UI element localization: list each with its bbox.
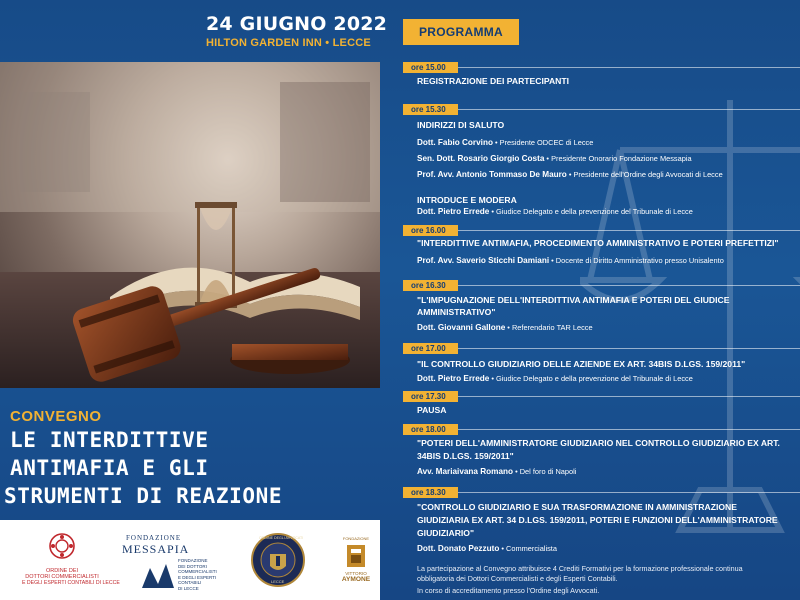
aymone-name-1: VITTORIO bbox=[345, 571, 367, 576]
session-pausa: PAUSA bbox=[417, 405, 447, 415]
rule-1600 bbox=[458, 230, 800, 231]
messapia-logo bbox=[118, 534, 218, 591]
speaker-corvino-role: • Presidente ODCEC di Lecce bbox=[492, 138, 594, 147]
event-venue: HILTON GARDEN INN • LECCE bbox=[206, 37, 371, 49]
odcec-name-3: E DEGLI ESPERTI CONTABILI DI LECCE bbox=[22, 580, 120, 586]
odcec-logo bbox=[22, 532, 120, 586]
speaker-corvino bbox=[417, 138, 593, 147]
moderator-title: INTRODUCE E MODERA bbox=[417, 195, 517, 205]
speaker-de-mauro bbox=[417, 170, 723, 179]
speaker-pezzuto-role: • Commercialista bbox=[499, 544, 557, 553]
footer-credits-line-2: obbligatoria dei Dottori Commercialisti e degli Esperti Contabili. bbox=[417, 574, 618, 583]
session-trasformazione-line-2: GIUDIZIARIA EX ART. 34 D.LGS. 159/2011, POTERI E FUNZIONI DELL'AMMINISTRATORE bbox=[417, 515, 778, 525]
speaker-sticchi-damiani bbox=[417, 256, 724, 265]
speaker-costa-role: • Presidente Onorario Fondazione Messapia bbox=[544, 154, 692, 163]
ordine-avvocati-ring: ORDINE DEGLI AVVOCATI bbox=[259, 536, 304, 540]
speaker-errede-role: • Giudice Delegato e della prevenzione del Tribunale di Lecce bbox=[489, 374, 693, 383]
time-1600: ore 16.00 bbox=[403, 225, 458, 236]
session-controllo-giudiziario: "IL CONTROLLO GIUDIZIARIO DELLE AZIENDE EX ART. 34BIS D.LGS. 159/2011" bbox=[417, 359, 746, 369]
ordine-avvocati-city: LECCE bbox=[271, 579, 285, 584]
session-saluti: INDIRIZZI DI SALUTO bbox=[417, 120, 505, 130]
speaker-errede bbox=[417, 374, 693, 383]
convegno-title-line-2: ANTIMAFIA E GLI bbox=[10, 456, 209, 480]
speaker-sticchi-damiani-name: Prof. Avv. Saverio Sticchi Damiani bbox=[417, 256, 550, 265]
odcec-emblem-icon bbox=[48, 532, 76, 560]
messapia-sub-6: DI LECCE bbox=[178, 585, 199, 591]
rule-1730 bbox=[458, 396, 800, 397]
messapia-sub-4: E DEGLI ESPERTI bbox=[178, 574, 217, 580]
event-date: 24 GIUGNO 2022 bbox=[206, 13, 388, 35]
footer-credits-line-1: La partecipazione al Convegno attribuisce 4 Crediti Formativi per la formazione professionale continua bbox=[417, 564, 743, 573]
time-1500: ore 15.00 bbox=[403, 62, 458, 73]
aymone-emblem-icon bbox=[343, 543, 369, 569]
session-registrazione: REGISTRAZIONE DEI PARTECIPANTI bbox=[417, 76, 569, 86]
speaker-errede-moderator-role: • Giudice Delegato e della prevenzione del Tribunale di Lecce bbox=[489, 207, 693, 216]
session-poteri-amministratore-line-1: "POTERI DELL'AMMINISTRATORE GIUDIZIARIO NEL CONTROLLO GIUDIZIARIO EX ART. bbox=[417, 438, 780, 448]
rule-1530 bbox=[458, 109, 800, 110]
time-1730: ore 17.30 bbox=[403, 391, 458, 402]
speaker-errede-moderator bbox=[417, 207, 693, 216]
convegno-title-line-3: STRUMENTI DI REAZIONE bbox=[4, 484, 283, 508]
speaker-errede-moderator-name: Dott. Pietro Errede bbox=[417, 207, 490, 216]
odcec-name-1: ORDINE DEI bbox=[45, 568, 79, 574]
session-impugnazione-line-2: AMMINISTRATIVO" bbox=[417, 307, 496, 317]
messapia-sub-2: DEI DOTTORI bbox=[178, 563, 207, 569]
ordine-avvocati-logo bbox=[250, 532, 306, 588]
session-trasformazione-line-1: "CONTROLLO GIUDIZIARIO E SUA TRASFORMAZIONE IN AMMINISTRAZIONE bbox=[417, 502, 737, 512]
rule-1800 bbox=[458, 429, 800, 430]
footer-accreditamento: In corso di accreditamento presso l'Ordine degli Avvocati. bbox=[417, 586, 600, 595]
speaker-sticchi-damiani-role: • Docente di Diritto Amministrativo presso Unisalento bbox=[549, 256, 724, 265]
time-1700: ore 17.00 bbox=[403, 343, 458, 354]
speaker-pezzuto bbox=[417, 544, 557, 553]
aymone-logo bbox=[336, 536, 376, 583]
session-interdittive: "INTERDITTIVE ANTIMAFIA, PROCEDIMENTO AMMINISTRATIVO E POTERI PREFETTIZI" bbox=[417, 238, 779, 248]
odcec-name-2: DOTTORI COMMERCIALISTI bbox=[25, 574, 99, 580]
messapia-top: FONDAZIONE bbox=[126, 534, 182, 542]
speaker-gallone-name: Dott. Giovanni Gallone bbox=[417, 323, 506, 332]
rule-1700 bbox=[458, 348, 800, 349]
time-1630: ore 16.30 bbox=[403, 280, 458, 291]
speaker-gallone bbox=[417, 323, 593, 332]
speaker-romano bbox=[417, 467, 576, 476]
messapia-sub-5: CONTABILI bbox=[178, 580, 202, 586]
time-1530: ore 15.30 bbox=[403, 104, 458, 115]
speaker-costa bbox=[417, 154, 692, 163]
gavel-photo bbox=[0, 62, 380, 388]
session-impugnazione-line-1: "L'IMPUGNAZIONE DELL'INTERDITTIVA ANTIMAFIA E POTERI DEL GIUDICE bbox=[417, 295, 730, 305]
speaker-costa-name: Sen. Dott. Rosario Giorgio Costa bbox=[417, 154, 545, 163]
session-trasformazione-line-3: GIUDIZIARIO" bbox=[417, 528, 475, 538]
messapia-emblem-icon bbox=[140, 558, 176, 590]
messapia-subtitle bbox=[178, 558, 217, 592]
time-1830: ore 18.30 bbox=[403, 487, 458, 498]
session-poteri-amministratore-line-2: 34BIS D.LGS. 159/2011" bbox=[417, 451, 514, 461]
messapia-sub-3: COMMERCIALISTI bbox=[178, 569, 217, 575]
messapia-sub-1: FONDAZIONE bbox=[178, 558, 208, 563]
rule-1630 bbox=[458, 285, 800, 286]
speaker-de-mauro-name: Prof. Avv. Antonio Tommaso De Mauro bbox=[417, 170, 567, 179]
speaker-corvino-name: Dott. Fabio Corvino bbox=[417, 138, 493, 147]
rule-1830 bbox=[458, 492, 800, 493]
speaker-romano-name: Avv. Mariaivana Romano bbox=[417, 467, 514, 476]
gavel-illustration bbox=[0, 62, 380, 388]
speaker-gallone-role: • Referendario TAR Lecce bbox=[505, 323, 593, 332]
speaker-pezzuto-name: Dott. Donato Pezzuto bbox=[417, 544, 500, 553]
aymone-top: FONDAZIONE bbox=[342, 536, 370, 541]
rule-1500 bbox=[458, 67, 800, 68]
convegno-label: CONVEGNO bbox=[10, 408, 102, 425]
aymone-name-2: AYMONE bbox=[341, 576, 371, 583]
speaker-de-mauro-role: • Presidente dell'Ordine degli Avvocati di Lecce bbox=[566, 170, 723, 179]
convegno-title-line-1: LE INTERDITTIVE bbox=[10, 428, 209, 452]
speaker-romano-role: • Del foro di Napoli bbox=[513, 467, 577, 476]
speaker-errede-name: Dott. Pietro Errede bbox=[417, 374, 490, 383]
time-1800: ore 18.00 bbox=[403, 424, 458, 435]
programma-tab: PROGRAMMA bbox=[403, 19, 519, 45]
messapia-name: MESSAPIA bbox=[122, 542, 190, 556]
sponsor-logos bbox=[0, 520, 380, 600]
